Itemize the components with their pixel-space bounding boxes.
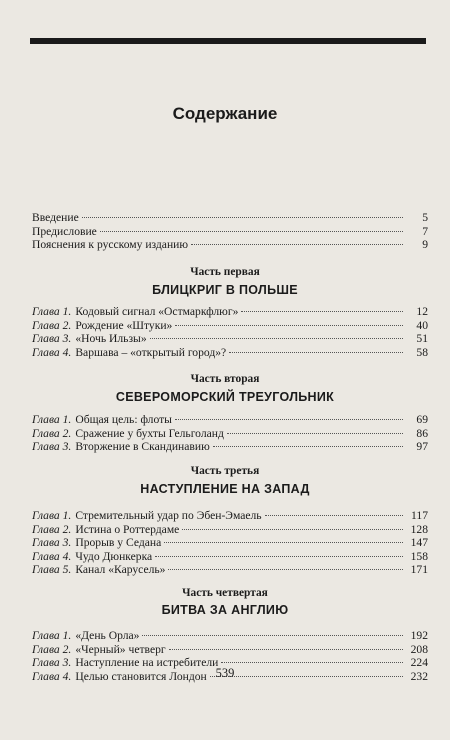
dot-leader [213,446,403,447]
dot-leader [265,515,403,516]
entry-page: 147 [410,536,428,550]
toc-entry[interactable] [32,346,428,360]
dot-leader [221,662,403,663]
dot-leader [142,635,403,636]
part-title: БЛИЦКРИГ В ПОЛЬШЕ [152,283,298,297]
toc-entry[interactable] [32,332,428,346]
entry-page: 97 [416,440,428,454]
chapter-number: Глава 4. [32,345,72,359]
entry-title: Чудо Дюнкерка [75,549,153,563]
entry-page: 192 [410,629,428,642]
dot-leader [100,231,403,232]
chapter-list [32,305,428,359]
dot-leader [227,433,403,434]
part-title: СЕВЕРОМОРСКИЙ ТРЕУГОЛЬНИК [115,390,335,404]
toc-entry[interactable] [32,523,428,537]
toc-entry[interactable] [32,305,428,319]
entry-page: 117 [411,509,428,522]
toc-entry[interactable] [32,319,428,333]
entry-page: 224 [410,656,428,670]
toc-title: Содержание [172,104,278,123]
dot-leader [241,311,403,312]
part-label: Часть первая [190,266,260,278]
dot-leader [191,244,403,245]
entry-title: Рождение «Штуки» [75,318,173,332]
chapter-number: Глава 1. [32,629,72,642]
part-label: Часть вторая [190,373,260,385]
dot-leader [168,569,403,570]
dot-leader [169,649,403,650]
entry-page: 208 [410,642,428,656]
entry-page: 128 [410,522,428,536]
entry-page: 58 [416,345,428,359]
entry-title: Сражение у бухты Гельголанд [75,426,224,440]
entry-page: 51 [416,332,428,346]
chapter-number: Глава 2. [32,426,72,440]
toc-entry[interactable] [32,536,428,550]
page-number: 539 [215,666,235,680]
toc-entry[interactable] [32,629,428,643]
dot-leader [155,556,403,557]
entry-page: 7 [422,224,428,238]
entry-title: Истина о Роттердаме [75,522,180,536]
toc-entry[interactable] [32,563,428,577]
entry-page: 232 [410,669,428,683]
chapter-number: Глава 3. [32,440,72,454]
dot-leader [164,542,403,543]
chapter-number: Глава 3. [32,656,72,670]
chapter-number: Глава 3. [32,332,72,346]
part-title: БИТВА ЗА АНГЛИЮ [161,603,289,617]
entry-title: Вторжение в Скандинавию [75,440,210,454]
entry-page: 9 [422,238,428,252]
entry-title: Целью становится Лондон [75,669,207,683]
chapter-number: Глава 2. [32,318,72,332]
entry-title: Прорыв у Седана [75,536,162,550]
entry-title: Введение [32,211,79,224]
chapter-number: Глава 2. [32,522,72,536]
toc-entry[interactable] [32,225,428,239]
chapter-list [32,413,428,454]
toc-entry[interactable] [32,643,428,657]
entry-title: Наступление на истребители [75,656,219,670]
top-rule [30,38,426,44]
chapter-number: Глава 2. [32,642,72,656]
dot-leader [175,325,403,326]
chapter-number: Глава 4. [32,549,72,563]
chapter-number: Глава 4. [32,669,72,683]
part-label: Часть третья [190,465,260,477]
entry-page: 158 [410,549,428,563]
entry-title: «Ночь Ильзы» [75,332,147,346]
part-title: НАСТУПЛЕНИЕ НА ЗАПАД [140,482,310,496]
entry-page: 5 [422,211,428,224]
entry-title: Предисловие [32,224,97,238]
chapter-number: Глава 1. [32,305,72,318]
toc-entry[interactable] [32,509,428,523]
entry-title: Общая цель: флоты [75,413,172,426]
dot-leader [175,419,403,420]
dot-leader [182,529,403,530]
entry-title: Канал «Карусель» [75,563,166,577]
entry-title: «День Орла» [75,629,140,642]
entry-page: 171 [410,563,428,577]
chapter-number: Глава 3. [32,536,72,550]
entry-page: 69 [416,413,428,426]
chapter-number: Глава 1. [32,509,72,522]
dot-leader [82,217,403,218]
entry-title: Варшава – «открытый город»? [75,345,227,359]
toc-entry[interactable] [32,550,428,564]
entry-page: 40 [416,318,428,332]
chapter-number: Глава 5. [32,563,72,577]
entry-title: Пояснения к русскому изданию [32,238,189,252]
chapter-list [32,509,428,577]
dot-leader [229,352,403,353]
toc-entry[interactable] [32,427,428,441]
front-matter [32,211,428,252]
entry-title: Кодовый сигнал «Остмаркфлюг» [75,305,239,318]
entry-page: 12 [416,305,428,318]
part-label: Часть четвертая [182,587,268,599]
entry-title: «Черный» четверг [75,642,166,656]
entry-page: 86 [416,426,428,440]
entry-title: Стремительный удар по Эбен-Эмаель [75,509,262,522]
dot-leader [150,338,403,339]
toc-entry[interactable] [32,440,428,454]
toc-entry[interactable] [32,413,428,427]
toc-entry[interactable] [32,211,428,225]
chapter-number: Глава 1. [32,413,72,426]
toc-entry[interactable] [32,238,428,252]
